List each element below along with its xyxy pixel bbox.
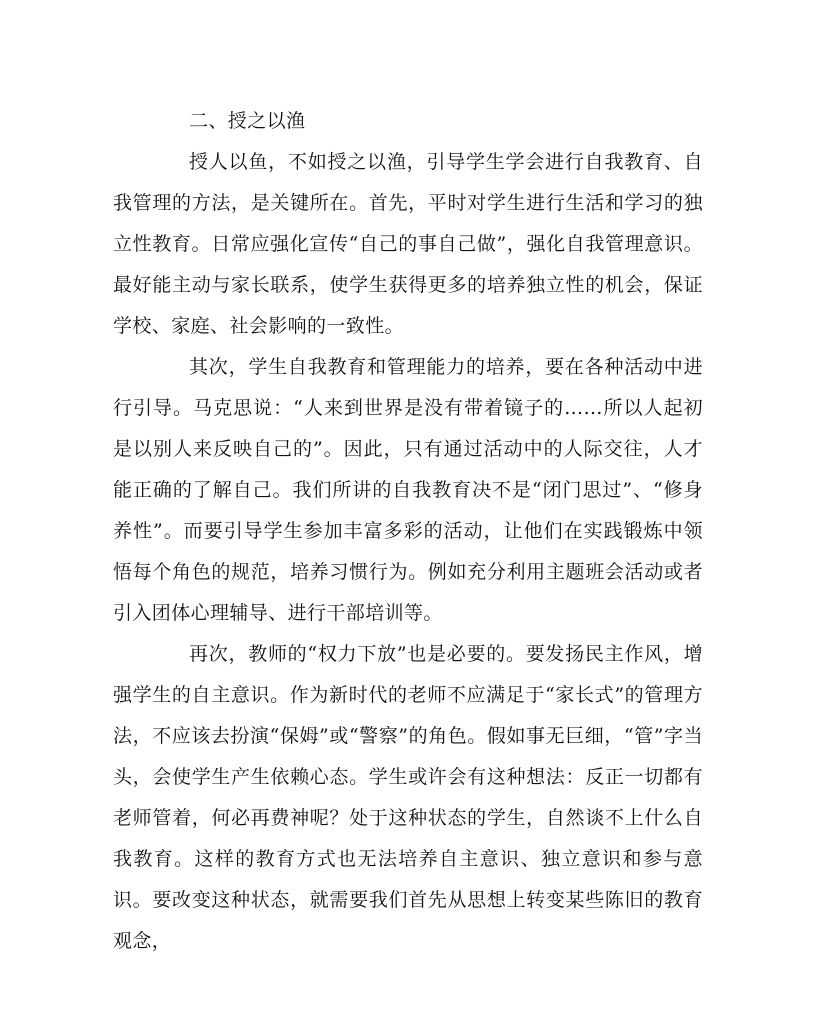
- paragraph-1: 授人以鱼，不如授之以渔，引导学生学会进行自我教育、自我管理的方法，是关键所在。首先，平时对学生进行生活和学习的独立性教育。日常应强化宣传“自己的事自己做”，强化自我管理意识。最好能主动与家长联系，使学生获得更多的培养独立性的机会，保证学校、家庭、社会影响的一致性。: [113, 151, 703, 337]
- paragraph-2: 其次，学生自我教育和管理能力的培养，要在各种活动中进行引导。马克思说：“人来到世界是没有带着镜子的……所以人起初是以别人来反映自己的”。因此，只有通过活动中的人际交往，人才能正确的了解自己。我们所讲的自我教育决不是“闭门思过”、“修身养性”。而要引导学生参加丰富多彩的活动，让他们在实践锻炼中领悟每个角色的规范，培养习惯行为。例如充分利用主题班会活动或者引入团体心理辅导、进行干部培训等。: [113, 356, 703, 624]
- document-body: [113, 101, 703, 962]
- section-heading: 二、授之以渔: [189, 110, 306, 132]
- paragraph-3: 再次，教师的“权力下放”也是必要的。要发扬民主作风，增强学生的自主意识。作为新时代的老师不应满足于“家长式”的管理方法，不应该去扮演“保姆”或“警察”的角色。假如事无巨细，“管”字当头，会使学生产生依赖心态。学生或许会有这种想法：反正一切都有老师管着，何必再费神呢？处于这种状态的学生，自然谈不上什么自我教育。这样的教育方式也无法培养自主意识、独立意识和参与意识。要改变这种状态，就需要我们首先从思想上转变某些陈旧的教育观念，: [113, 643, 703, 952]
